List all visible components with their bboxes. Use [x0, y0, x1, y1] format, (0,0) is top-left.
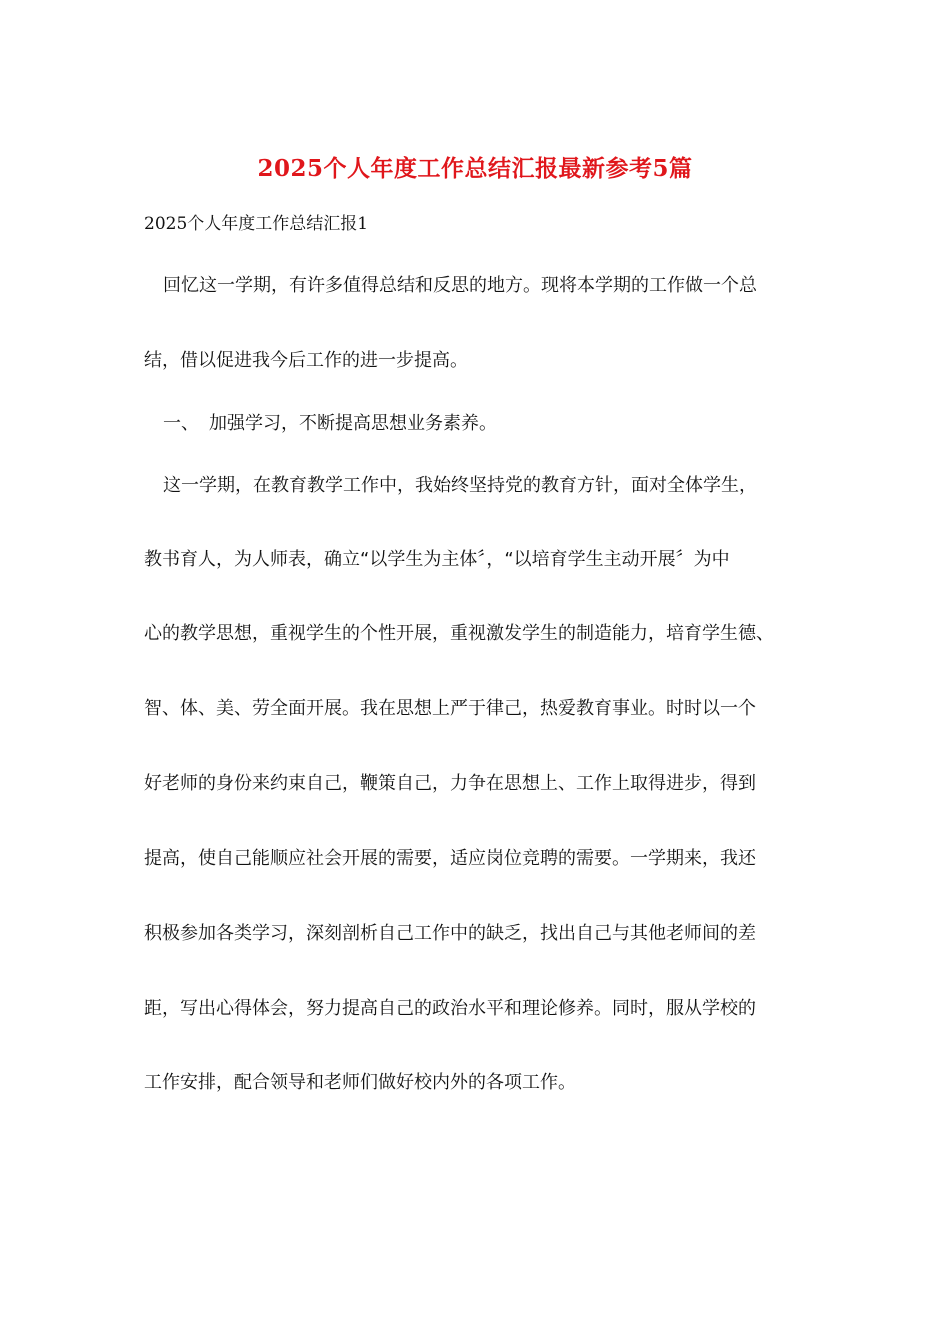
- section-subtitle: 2025个人年度工作总结汇报1: [144, 214, 369, 234]
- section-heading: [163, 410, 843, 438]
- paragraph-line: 工作安排，配合领导和老师们做好校内外的各项工作。: [144, 1072, 576, 1093]
- paragraph-line: 结，借以促进我今后工作的进一步提高。: [144, 350, 468, 371]
- paragraph-line: 回忆这一学期，有许多值得总结和反思的地方。现将本学期的工作做一个总: [163, 275, 757, 296]
- document-title: 2025个人年度工作总结汇报最新参考5篇: [257, 155, 693, 182]
- section-number: 一、: [163, 413, 199, 434]
- paragraph-line: 好老师的身份来约束自己，鞭策自己，力争在思想上、工作上取得进步，得到: [144, 773, 756, 794]
- paragraph-line: 心的教学思想，重视学生的个性开展，重视激发学生的制造能力，培育学生德、: [144, 623, 774, 644]
- paragraph-line: 教书育人，为人师表，确立“以学生为主体〞，“以培育学生主动开展〞为中: [144, 549, 730, 570]
- section-heading-text: 加强学习，不断提高思想业务素养。: [209, 413, 497, 434]
- paragraph-line: 距，写出心得体会，努力提高自己的政治水平和理论修养。同时，服从学校的: [144, 998, 756, 1019]
- paragraph-line: 智、体、美、劳全面开展。我在思想上严于律己，热爱教育事业。时时以一个: [144, 698, 756, 719]
- paragraph-line: 这一学期，在教育教学工作中，我始终坚持党的教育方针，面对全体学生，: [163, 475, 757, 496]
- paragraph-line: 积极参加各类学习，深刻剖析自己工作中的缺乏，找出自己与其他老师间的差: [144, 923, 756, 944]
- paragraph-line: 提高，使自己能顺应社会开展的需要，适应岗位竞聘的需要。一学期来，我还: [144, 848, 756, 869]
